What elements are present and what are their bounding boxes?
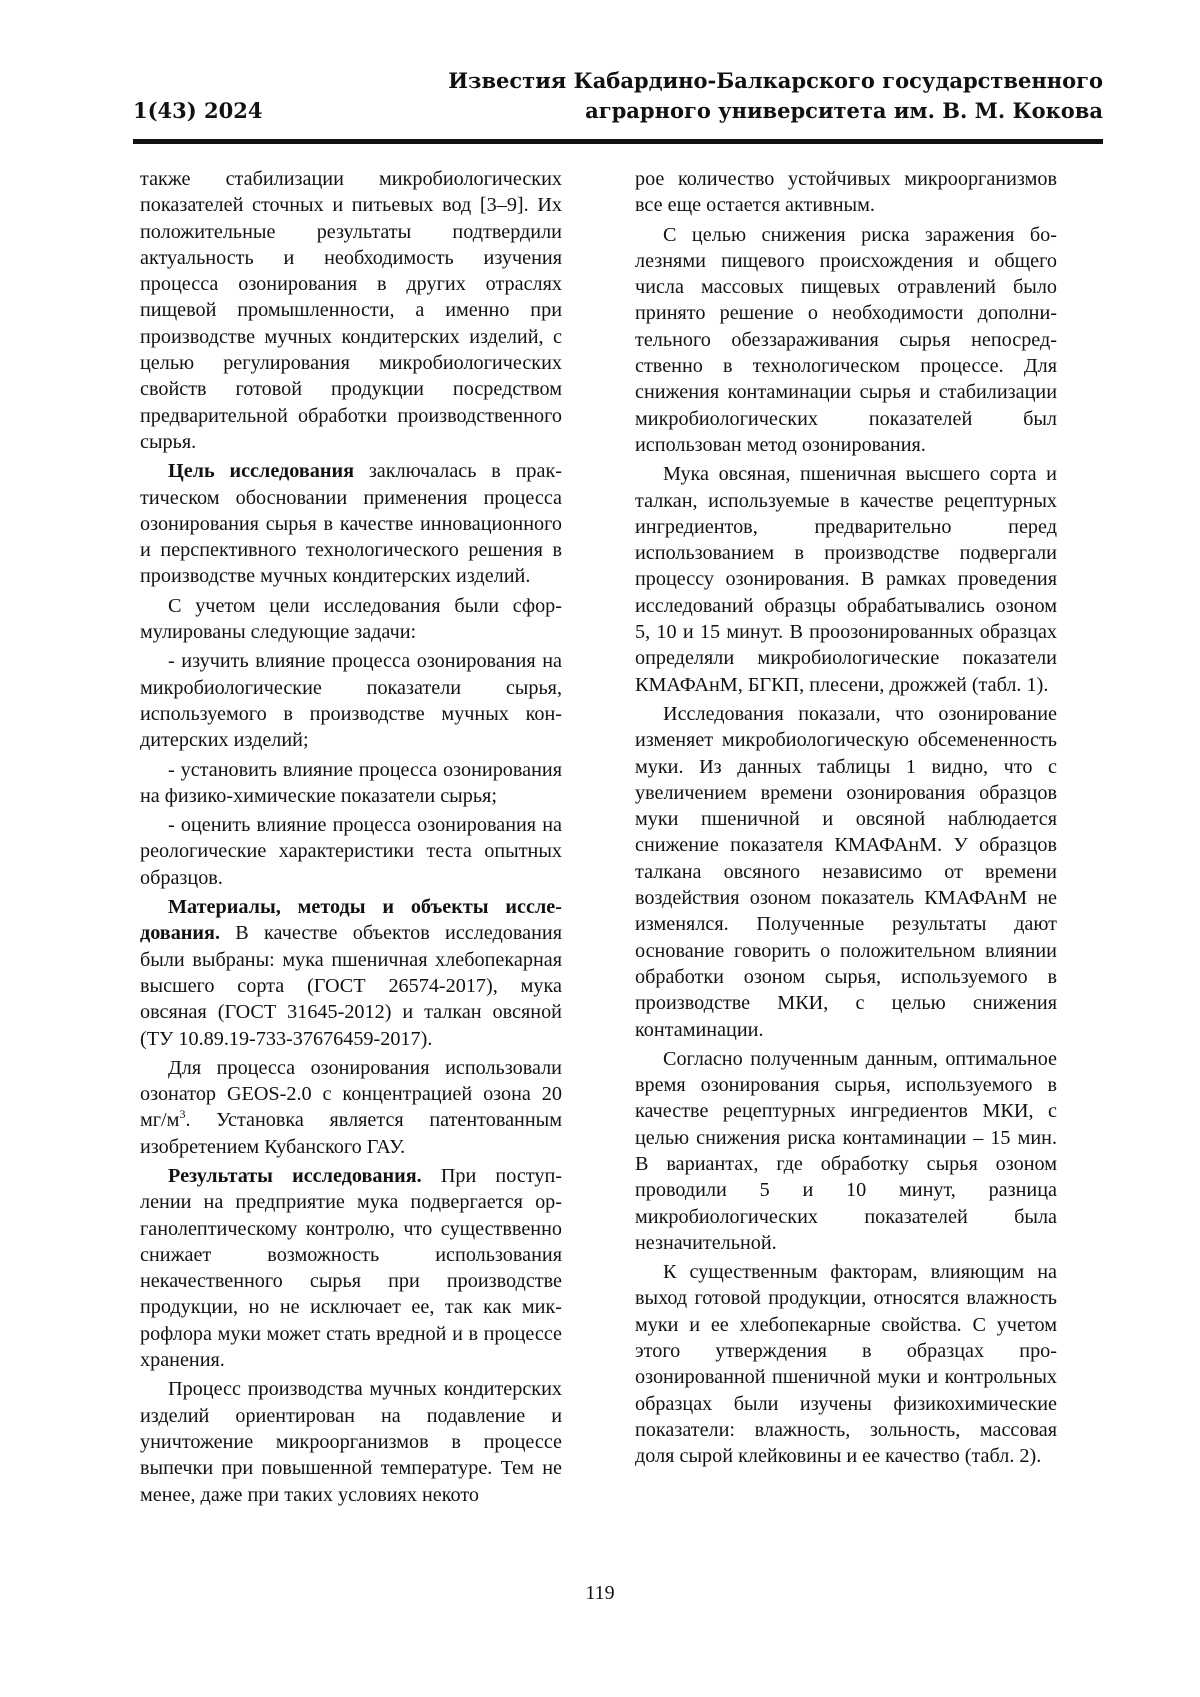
paragraph-aim (140, 458, 562, 589)
paragraph-methods (140, 894, 562, 1052)
header-rule (133, 139, 1103, 144)
paragraph: К существенным факторам, влияющим на выход готовой продукции, относятся влажность муки и ее хлебопекарные свойства. С учетом этого утверждения в образцах проозонированной пшеничной муки и контрольных образцах были изучены физикохимические показатели: влажность, зольность, массовая доля сырой клейковины и ее качество (табл. 2). (635, 1261, 1057, 1468)
journal-title-line-2: аграрного университета им. В. М. Кокова (585, 98, 1103, 123)
paragraph-text: Для процесса озонирования использовали озонатор GEOS-2.0 с концентрацией озона 20 мг/м (140, 1056, 562, 1132)
paragraph: Мука овсяная, пшеничная высшего сорта и талкан, используемые в качестве рецептурных ингредиентов, предварительно перед использованием в производстве подвергали процессу озонирования. В рамках проведения исследований образцы обрабатывались озоном 5, 10 и 15 минут. В проозонированных образцах определяли микробиологические показатели КМАФАнМ, БГКП, плесени, дрожжей (табл. 1). (635, 463, 1057, 696)
section-heading-results: Результаты исследования. (168, 1164, 422, 1187)
paragraph: С целью снижения риска заражения болезнями пищевого происхождения и общего числа массовых пищевых отравлений было принято решение о необходимости дополнительного обеззараживания сырья непосредственно в технологическом процессе. Для снижения контаминации сырья и стабилизации микробиологических показателей был использован метод озонирования. (635, 223, 1057, 456)
superscript: 3 (179, 1107, 186, 1122)
journal-title (448, 66, 1103, 126)
running-header (133, 66, 1103, 130)
right-column (635, 166, 1057, 1473)
paragraph-text: При поступлении на предприятие мука подвергается органолептическому контролю, что существвенно снижает возможность использования некачественного сырья при производстве продукции, но не исключает ее, так как микрофлора муки может стать вредной и в процессе хранения. (140, 1164, 562, 1372)
section-heading-aim: Цель исследования (168, 460, 355, 483)
section-heading-methods: Материалы, методы и объекты исследования. (140, 896, 562, 945)
page-number: 119 (585, 1582, 615, 1604)
paragraph: также стабилизации микробиологических показателей сточных и питьевых вод [3–9]. Их положительные результаты подтвердили актуальность и необходимость изучения процесса озонирования в других отраслях пищевой промышленности, а именно при производстве мучных кондитерских изделий, с целью регулирования микробиологических свойств готовой продукции посредством предварительной обработки производственного сырья. (140, 168, 562, 453)
paragraph-text: заключалась в практическом обосновании применения процесса озонирования сырья в качестве инновационного и перспективного технологического решения в производстве мучных кондитерских изделий. (140, 460, 562, 588)
task-item: - установить влияние процесса озонирования на физико-химические показатели сырья; (140, 758, 562, 807)
paragraph: Исследования показали, что озонирование изменяет микробиологическую обсемененность муки. Из данных таблицы 1 видно, что с увеличением времени озонирования образцов муки пшеничной и овсяной наблюдается снижение показателя КМАФАнМ. У образцов талкана овсяного независимо от времени воздействия озоном показатель КМАФАнМ не изменялся. Полученные результаты дают основание говорить о положительном влиянии обработки озоном сырья, используемого в производстве МКИ, с целью снижения контаминации. (635, 702, 1057, 1041)
paragraph-text: В качестве объектов исследования были выбраны: мука пшеничная хлебопекарная высшего сорта (ГОСТ 26574-2017), мука овсяная (ГОСТ 31645-2012) и талкан овсяной (ТУ 10.89.19-733-37676459-2017). (140, 922, 562, 1050)
paragraph-results (140, 1163, 562, 1373)
paragraph-text: . Установка является патентованным изобретением Кубанского ГАУ. (140, 1109, 562, 1158)
task-item: - оценить влияние процесса озонирования на реологические характеристики теста опытных образцов. (140, 814, 562, 889)
task-item: - изучить влияние процесса озонирования на микробиологические показатели сырья, используемого в производстве мучных кондитерских изделий; (140, 650, 562, 752)
paragraph-ozonator (140, 1055, 562, 1160)
paragraph: Процесс производства мучных кондитерских изделий ориентирован на подавление и уничтожение микроорганизмов в процессе выпечки при повышенной температуре. Тем не менее, даже при таких условиях некото (140, 1378, 562, 1506)
left-column (140, 166, 562, 1511)
issue-number: 1(43) 2024 (133, 98, 263, 123)
paragraph: Согласно полученным данным, оптимальное время озонирования сырья, используемого в качестве рецептурных ингредиентов МКИ, с целью снижения риска контаминации – 15 мин. В вариантах, где обработку сырья озоном проводили 5 и 10 минут, разница микробиологических показателей была незначительной. (635, 1047, 1057, 1254)
journal-title-line-1: Известия Кабардино-Балкарского государственного (448, 68, 1103, 93)
paragraph: рое количество устойчивых микроорганизмов все еще остается активным. (635, 168, 1057, 217)
paragraph: С учетом цели исследования были сформулированы следующие задачи: (140, 594, 562, 644)
